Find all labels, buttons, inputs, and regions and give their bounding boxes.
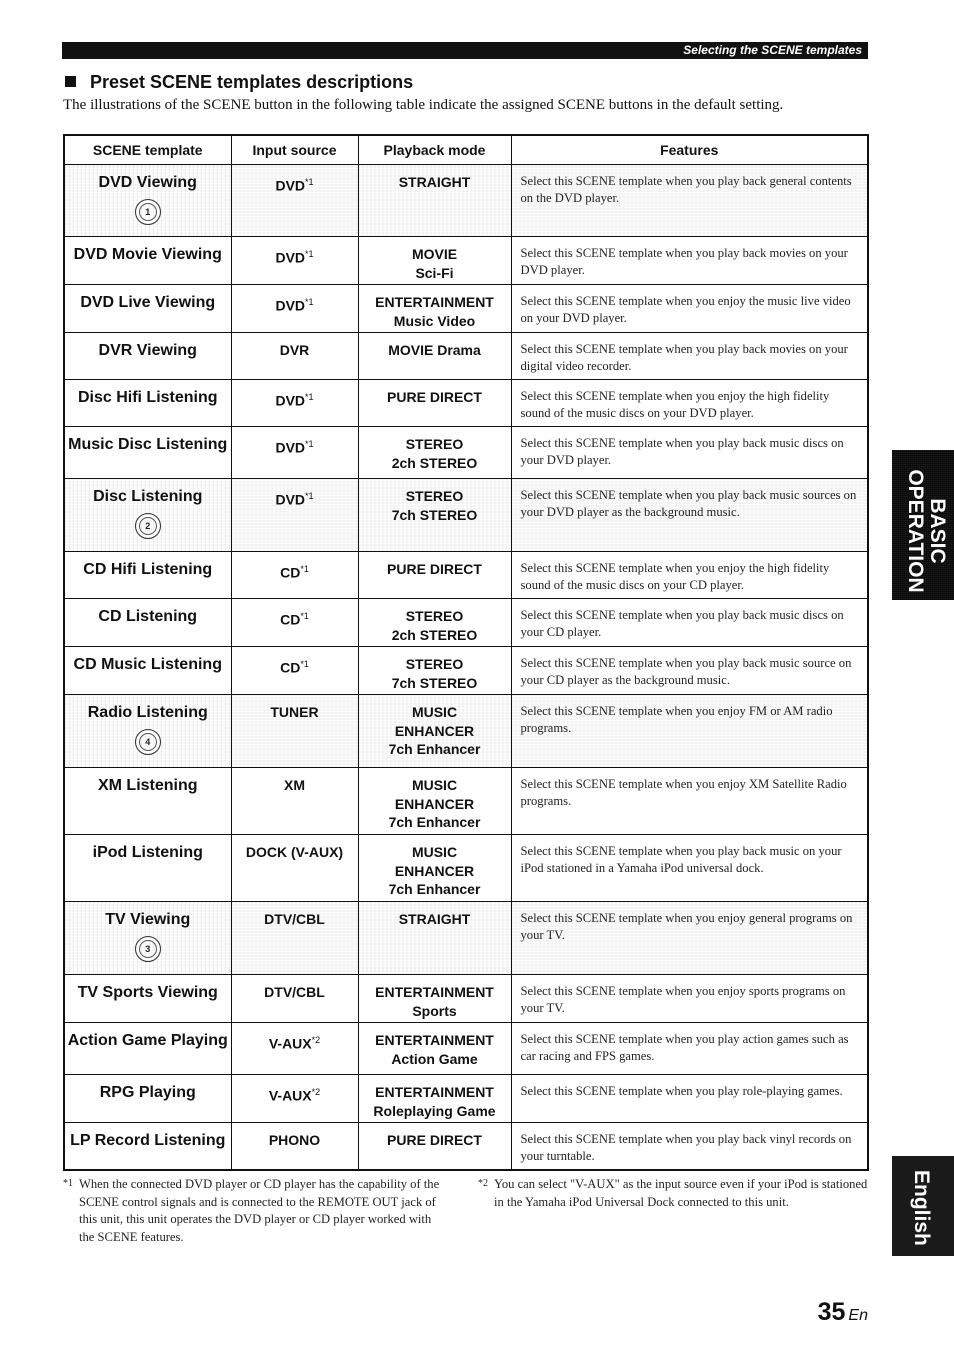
input-source-note: *1 bbox=[305, 177, 314, 187]
cell-features: Select this SCENE template when you play action games such as car racing and FPS games. bbox=[511, 1023, 868, 1075]
cell-input-source bbox=[231, 975, 358, 1023]
playback-mode-line: MUSIC bbox=[411, 777, 458, 793]
table-row bbox=[64, 1123, 868, 1171]
input-source-note: *1 bbox=[300, 611, 309, 621]
cell-input-source bbox=[231, 599, 358, 647]
cell-input-source bbox=[231, 768, 358, 835]
scene-button-number: 3 bbox=[135, 936, 161, 962]
playback-mode-line: ENHANCER bbox=[394, 722, 475, 739]
input-source: DVD bbox=[275, 392, 306, 409]
template-name: Music Disc Listening bbox=[68, 436, 228, 453]
input-source: V-AUX bbox=[268, 1087, 312, 1104]
table-header-row bbox=[64, 135, 868, 165]
template-name: LP Record Listening bbox=[70, 1132, 226, 1149]
scene-button-icon bbox=[65, 199, 231, 225]
scene-table bbox=[63, 134, 869, 1171]
cell-playback-mode bbox=[358, 479, 511, 552]
cell-features: Select this SCENE template when you enjoy general programs on your TV. bbox=[511, 902, 868, 975]
playback-mode-line: 7ch STEREO bbox=[391, 506, 478, 523]
cell-features: Select this SCENE template when you play back music on your iPod stationed in a Yamaha iPod universal dock. bbox=[511, 835, 868, 902]
input-source-note: *1 bbox=[305, 392, 314, 402]
cell-playback-mode bbox=[358, 237, 511, 285]
template-name: DVR Viewing bbox=[98, 342, 197, 359]
playback-mode-line: 7ch STEREO bbox=[391, 674, 478, 691]
playback-mode-line: Sports bbox=[412, 1002, 457, 1019]
template-name: CD Listening bbox=[98, 608, 198, 625]
playback-mode-line: STEREO bbox=[405, 436, 464, 452]
cell-template bbox=[64, 1123, 231, 1171]
table-row bbox=[64, 647, 868, 695]
cell-input-source bbox=[231, 647, 358, 695]
header-bar bbox=[62, 42, 868, 59]
cell-input-source bbox=[231, 479, 358, 552]
input-source: XM bbox=[284, 777, 305, 793]
playback-mode-line: STEREO bbox=[405, 608, 464, 624]
cell-features: Select this SCENE template when you play back music sources on your DVD player as the background music. bbox=[511, 479, 868, 552]
input-source: CD bbox=[280, 564, 301, 581]
template-name: Action Game Playing bbox=[67, 1032, 228, 1049]
template-name: TV Sports Viewing bbox=[77, 984, 218, 1001]
cell-input-source bbox=[231, 237, 358, 285]
input-source: DOCK (V-AUX) bbox=[245, 844, 344, 860]
cell-template bbox=[64, 285, 231, 333]
footnote-2-text: You can select "V-AUX" as the input source even if your iPod is stationed in the Yamaha iPod Universal Dock connected to this unit. bbox=[494, 1177, 868, 1209]
cell-features: Select this SCENE template when you enjoy the high fidelity sound of the music discs on your CD player. bbox=[511, 552, 868, 599]
input-source-note: *1 bbox=[300, 564, 309, 574]
cell-features: Select this SCENE template when you play back vinyl records on your turntable. bbox=[511, 1123, 868, 1171]
playback-mode-line: ENTERTAINMENT bbox=[375, 294, 494, 310]
template-name: RPG Playing bbox=[99, 1084, 196, 1101]
template-name: XM Listening bbox=[97, 777, 198, 794]
template-name: Radio Listening bbox=[87, 704, 208, 721]
playback-mode-line: STRAIGHT bbox=[398, 911, 471, 927]
playback-mode-line: Roleplaying Game bbox=[373, 1102, 496, 1119]
cell-template bbox=[64, 165, 231, 237]
cell-playback-mode bbox=[358, 285, 511, 333]
cell-input-source bbox=[231, 1023, 358, 1075]
playback-mode-line: MUSIC bbox=[411, 844, 458, 860]
table-row bbox=[64, 835, 868, 902]
cell-playback-mode bbox=[358, 1123, 511, 1171]
cell-features: Select this SCENE template when you enjoy sports programs on your TV. bbox=[511, 975, 868, 1023]
playback-mode-line: MUSIC bbox=[411, 704, 458, 720]
cell-input-source bbox=[231, 1075, 358, 1123]
cell-playback-mode bbox=[358, 599, 511, 647]
page-number bbox=[818, 1298, 868, 1327]
section-title bbox=[65, 72, 413, 93]
playback-mode-line: STEREO bbox=[405, 656, 464, 672]
cell-template bbox=[64, 380, 231, 427]
cell-template bbox=[64, 479, 231, 552]
playback-mode-line: Sci-Fi bbox=[415, 264, 454, 281]
template-name: DVD Live Viewing bbox=[80, 294, 216, 311]
table-row bbox=[64, 695, 868, 768]
cell-input-source bbox=[231, 1123, 358, 1171]
template-name: Disc Hifi Listening bbox=[77, 389, 218, 406]
playback-mode-line: ENTERTAINMENT bbox=[375, 1084, 494, 1100]
cell-input-source bbox=[231, 380, 358, 427]
side-tab-basic-label: BASIC OPERATION bbox=[904, 469, 949, 593]
table-row bbox=[64, 975, 868, 1023]
input-source-note: *1 bbox=[305, 297, 314, 307]
scene-button-number: 2 bbox=[135, 513, 161, 539]
cell-template bbox=[64, 1023, 231, 1075]
table-row bbox=[64, 1023, 868, 1075]
cell-input-source bbox=[231, 902, 358, 975]
table-row bbox=[64, 1075, 868, 1123]
template-name: Disc Listening bbox=[93, 488, 203, 505]
table-row bbox=[64, 552, 868, 599]
cell-template bbox=[64, 902, 231, 975]
section-title-text: Preset SCENE templates descriptions bbox=[90, 72, 414, 92]
input-source-note: *2 bbox=[311, 1035, 321, 1045]
playback-mode-line: PURE DIRECT bbox=[387, 561, 482, 577]
cell-template bbox=[64, 333, 231, 380]
input-source: DTV/CBL bbox=[264, 984, 325, 1000]
cell-playback-mode bbox=[358, 427, 511, 479]
table-row bbox=[64, 599, 868, 647]
playback-mode-line: Music Video bbox=[393, 312, 476, 329]
playback-mode-line: ENTERTAINMENT bbox=[375, 984, 494, 1000]
cell-features: Select this SCENE template when you enjoy the music live video on your DVD player. bbox=[511, 285, 868, 333]
template-name: iPod Listening bbox=[92, 844, 203, 861]
table-body bbox=[64, 165, 868, 1171]
input-source: DVD bbox=[275, 439, 306, 456]
cell-template bbox=[64, 975, 231, 1023]
input-source: CD bbox=[280, 659, 301, 676]
table-row bbox=[64, 427, 868, 479]
template-name: CD Hifi Listening bbox=[83, 561, 213, 578]
cell-features: Select this SCENE template when you play back music source on your CD player as the background music. bbox=[511, 647, 868, 695]
playback-mode-line: 7ch Enhancer bbox=[388, 814, 481, 830]
scene-button-icon bbox=[65, 729, 231, 755]
input-source-note: *1 bbox=[305, 439, 314, 449]
cell-playback-mode bbox=[358, 695, 511, 768]
input-source-note: *1 bbox=[305, 491, 314, 501]
playback-mode-line: MOVIE Drama bbox=[388, 342, 481, 358]
cell-playback-mode bbox=[358, 647, 511, 695]
input-source: V-AUX bbox=[268, 1035, 312, 1052]
cell-playback-mode bbox=[358, 333, 511, 380]
cell-playback-mode bbox=[358, 165, 511, 237]
cell-features: Select this SCENE template when you play back movies on your digital video recorder. bbox=[511, 333, 868, 380]
cell-features: Select this SCENE template when you play back general contents on the DVD player. bbox=[511, 165, 868, 237]
cell-features: Select this SCENE template when you enjoy the high fidelity sound of the music discs on your DVD player. bbox=[511, 380, 868, 427]
input-source: DVD bbox=[275, 297, 306, 314]
cell-playback-mode bbox=[358, 380, 511, 427]
cell-template bbox=[64, 695, 231, 768]
cell-template bbox=[64, 768, 231, 835]
input-source: DVD bbox=[275, 249, 306, 266]
scene-button-icon bbox=[65, 513, 231, 539]
scene-button-number: 1 bbox=[135, 199, 161, 225]
scene-button-icon bbox=[65, 936, 231, 962]
playback-mode-line: MOVIE bbox=[411, 246, 458, 262]
cell-template bbox=[64, 552, 231, 599]
table-row bbox=[64, 902, 868, 975]
cell-template bbox=[64, 1075, 231, 1123]
side-tab-english-label: English bbox=[910, 1170, 933, 1246]
cell-features: Select this SCENE template when you enjoy FM or AM radio programs. bbox=[511, 695, 868, 768]
table-row bbox=[64, 768, 868, 835]
cell-playback-mode bbox=[358, 1075, 511, 1123]
input-source: TUNER bbox=[270, 704, 319, 720]
playback-mode-line: PURE DIRECT bbox=[387, 1132, 482, 1148]
table-row bbox=[64, 333, 868, 380]
cell-input-source bbox=[231, 427, 358, 479]
cell-input-source bbox=[231, 695, 358, 768]
template-name: DVD Movie Viewing bbox=[73, 246, 222, 263]
cell-playback-mode bbox=[358, 835, 511, 902]
side-tab-basic-operation bbox=[892, 450, 954, 600]
col-header-source: Input source bbox=[231, 135, 358, 165]
input-source: DVD bbox=[275, 177, 306, 194]
cell-playback-mode bbox=[358, 902, 511, 975]
cell-playback-mode bbox=[358, 1023, 511, 1075]
cell-input-source bbox=[231, 552, 358, 599]
bullet-square-icon bbox=[65, 76, 76, 87]
cell-template bbox=[64, 647, 231, 695]
header-title: Selecting the SCENE templates bbox=[683, 43, 862, 57]
cell-input-source bbox=[231, 285, 358, 333]
playback-mode-line: STRAIGHT bbox=[398, 174, 471, 190]
template-name: CD Music Listening bbox=[73, 656, 222, 673]
table-row bbox=[64, 237, 868, 285]
playback-mode-line: ENHANCER bbox=[394, 795, 475, 812]
input-source-note: *1 bbox=[300, 659, 309, 669]
table-row bbox=[64, 165, 868, 237]
input-source-note: *2 bbox=[311, 1087, 321, 1097]
playback-mode-line: STEREO bbox=[405, 488, 464, 504]
cell-playback-mode bbox=[358, 552, 511, 599]
cell-template bbox=[64, 599, 231, 647]
page-lang: En bbox=[848, 1307, 868, 1324]
cell-input-source bbox=[231, 333, 358, 380]
intro-text: The illustrations of the SCENE button in the following table indicate the assigned SCENE buttons in the default setting. bbox=[63, 97, 784, 113]
cell-features: Select this SCENE template when you play back music discs on your CD player. bbox=[511, 599, 868, 647]
footnote-1-text: When the connected DVD player or CD player has the capability of the SCENE control signals and is connected to the REMOTE OUT jack of this unit, this unit operates the DVD player or CD player worked with the SCENE features. bbox=[79, 1177, 440, 1244]
side-tab-english bbox=[892, 1156, 954, 1256]
cell-template bbox=[64, 835, 231, 902]
input-source: DTV/CBL bbox=[264, 911, 325, 927]
footnote-2 bbox=[478, 1176, 868, 1211]
input-source: PHONO bbox=[268, 1132, 321, 1148]
cell-features: Select this SCENE template when you play back movies on your DVD player. bbox=[511, 237, 868, 285]
cell-features: Select this SCENE template when you play role-playing games. bbox=[511, 1075, 868, 1123]
playback-mode-line: 7ch Enhancer bbox=[388, 881, 481, 897]
template-name: DVD Viewing bbox=[98, 174, 197, 191]
cell-input-source bbox=[231, 835, 358, 902]
cell-playback-mode bbox=[358, 975, 511, 1023]
playback-mode-line: 7ch Enhancer bbox=[388, 741, 481, 757]
input-source: DVR bbox=[279, 342, 310, 358]
input-source: CD bbox=[280, 611, 301, 628]
footnote-2-mark: *2 bbox=[478, 1178, 488, 1189]
cell-features: Select this SCENE template when you enjoy XM Satellite Radio programs. bbox=[511, 768, 868, 835]
cell-playback-mode bbox=[358, 768, 511, 835]
cell-input-source bbox=[231, 165, 358, 237]
playback-mode-line: ENHANCER bbox=[394, 862, 475, 879]
playback-mode-line: 2ch STEREO bbox=[391, 454, 478, 471]
col-header-mode: Playback mode bbox=[358, 135, 511, 165]
col-header-features: Features bbox=[511, 135, 868, 165]
playback-mode-line: 2ch STEREO bbox=[391, 626, 478, 643]
input-source: DVD bbox=[275, 491, 306, 508]
playback-mode-line: ENTERTAINMENT bbox=[375, 1032, 494, 1048]
page-number-value: 35 bbox=[817, 1298, 846, 1326]
table-row bbox=[64, 380, 868, 427]
col-header-template: SCENE template bbox=[64, 135, 231, 165]
playback-mode-line: Action Game bbox=[391, 1050, 478, 1067]
footnote-1-mark: *1 bbox=[63, 1178, 73, 1189]
footnote-1 bbox=[63, 1176, 443, 1246]
table-row bbox=[64, 479, 868, 552]
cell-template bbox=[64, 427, 231, 479]
table-row bbox=[64, 285, 868, 333]
cell-features: Select this SCENE template when you play back music discs on your DVD player. bbox=[511, 427, 868, 479]
cell-template bbox=[64, 237, 231, 285]
scene-button-number: 4 bbox=[135, 729, 161, 755]
template-name: TV Viewing bbox=[105, 911, 191, 928]
input-source-note: *1 bbox=[305, 249, 314, 259]
playback-mode-line: PURE DIRECT bbox=[387, 389, 482, 405]
